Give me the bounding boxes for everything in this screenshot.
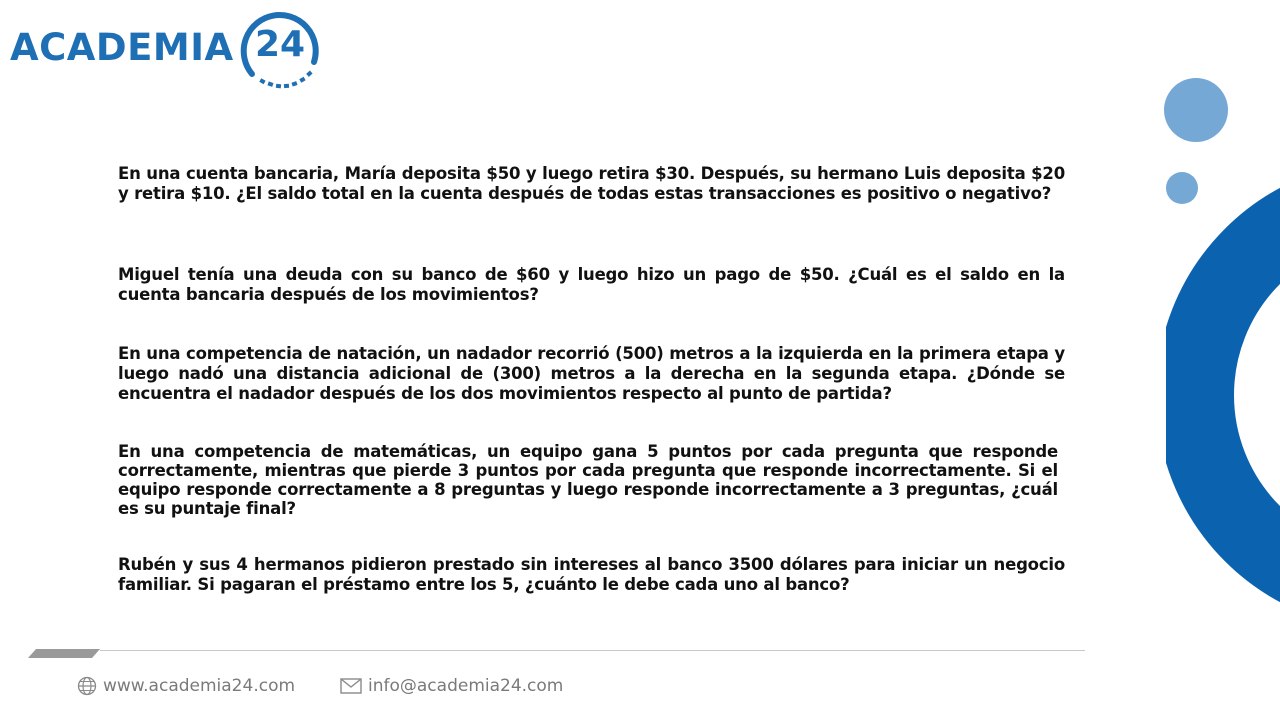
decorative-ring bbox=[1166, 170, 1280, 620]
email-link[interactable]: info@academia24.com bbox=[368, 676, 564, 696]
question-4: En una competencia de matemáticas, un equipo gana 5 puntos por cada pregunta que responde correctamente, mientras que pierde 3 puntos por cada pregunta que responde incorrectamente. Si el equipo responde correctamente a 8 preguntas y luego responde incorrectamente a 3 preguntas, ¿cuál es su puntaje final? bbox=[118, 442, 1058, 518]
question-5: Rubén y sus 4 hermanos pidieron prestado sin intereses al banco 3500 dólares para iniciar un negocio familiar. Si pagaran el préstamo entre los 5, ¿cuánto le debe cada uno al banco? bbox=[118, 555, 1065, 594]
question-2: Miguel tenía una deuda con su banco de $60 y luego hizo un pago de $50. ¿Cuál es el saldo en la cuenta bancaria después de los movimientos? bbox=[118, 265, 1065, 304]
logo-word: ACADEMIA bbox=[10, 26, 234, 69]
footer-divider bbox=[100, 650, 1085, 651]
envelope-icon bbox=[340, 678, 362, 694]
globe-icon bbox=[77, 676, 97, 696]
question-1: En una cuenta bancaria, María deposita $50 y luego retira $30. Después, su hermano Luis deposita $20 y retira $10. ¿El saldo total en la cuenta después de todas estas transacciones es positivo o negativo? bbox=[118, 164, 1065, 203]
footer-accent-bar bbox=[28, 649, 100, 658]
academia24-logo bbox=[10, 6, 330, 92]
footer-email[interactable] bbox=[340, 674, 563, 698]
decorative-circle-large bbox=[1164, 78, 1228, 142]
logo-number: 24 bbox=[254, 24, 306, 65]
question-3: En una competencia de natación, un nadador recorrió (500) metros a la izquierda en la primera etapa y luego nadó una distancia adicional de (300) metros a la derecha en la segunda etapa. ¿Dónde se encuentra el nadador después de los dos movimientos respecto al punto de partida? bbox=[118, 344, 1065, 403]
website-link[interactable]: www.academia24.com bbox=[103, 676, 296, 696]
footer-website[interactable] bbox=[77, 674, 295, 698]
